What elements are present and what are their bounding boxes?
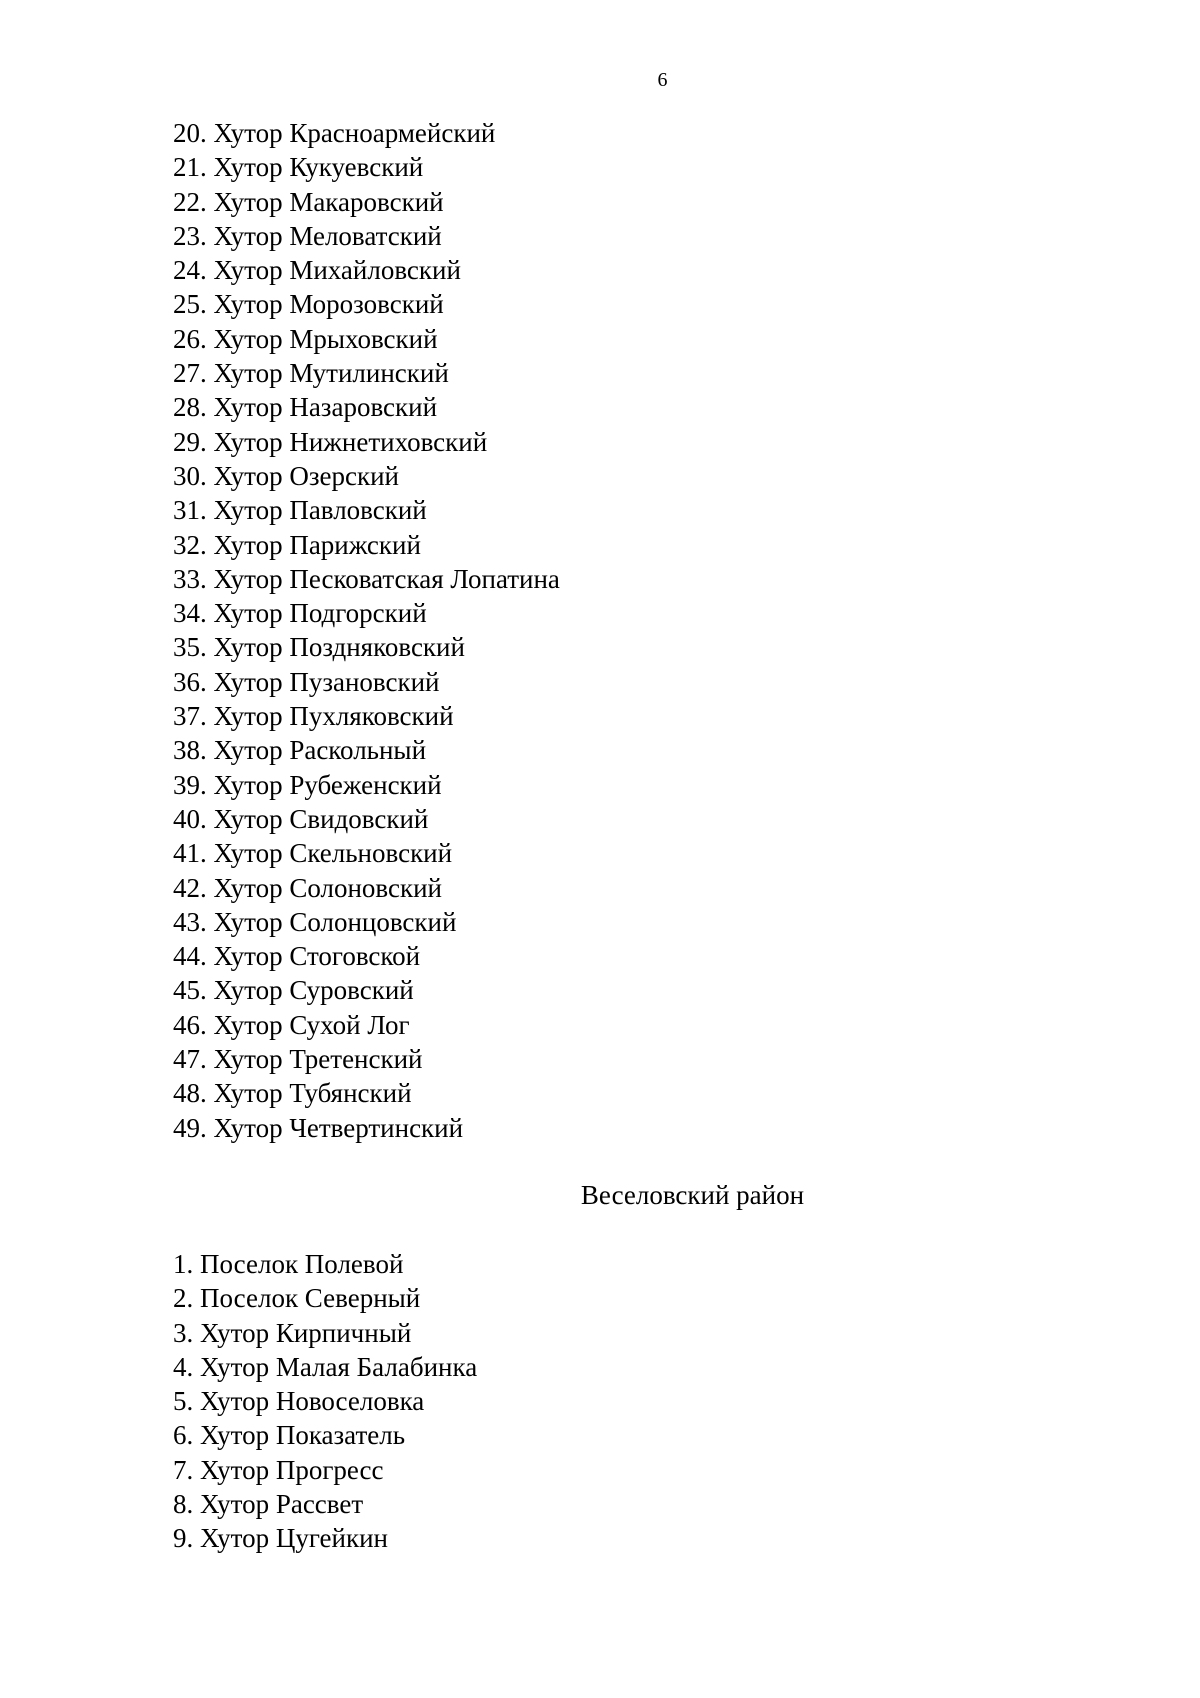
list-item: 20. Хутор Красноармейский xyxy=(173,118,496,148)
list-item: 8. Хутор Рассвет xyxy=(173,1489,364,1520)
list-item: 36. Хутор Пузановский xyxy=(173,666,440,697)
list-item: 44. Хутор Стоговской xyxy=(173,941,421,972)
list-item: 47. Хутор Третенский xyxy=(173,1044,423,1075)
list-item: 25. Хутор Морозовский xyxy=(173,289,444,320)
list-item: 48. Хутор Тубянский xyxy=(173,1078,412,1109)
list-item: 5. Хутор Новоселовка xyxy=(173,1386,425,1417)
list-item: 9. Хутор Цугейкин xyxy=(173,1523,388,1554)
list-item: 1. Поселок Полевой xyxy=(173,1249,404,1279)
list-item: 37. Хутор Пухляковский xyxy=(173,701,454,732)
list-item: 41. Хутор Скельновский xyxy=(173,838,453,869)
list-item: 33. Хутор Песковатская Лопатина xyxy=(173,563,560,594)
list-item: 43. Хутор Солонцовский xyxy=(173,906,457,937)
list-item: 21. Хутор Кукуевский xyxy=(173,152,424,183)
list-item: 49. Хутор Четвертинский xyxy=(173,1112,464,1143)
list-item: 3. Хутор Кирпичный xyxy=(173,1317,412,1348)
settlement-list-veselovsky xyxy=(173,1247,477,1556)
list-item: 2. Поселок Северный xyxy=(173,1283,421,1314)
list-item: 34. Хутор Подгорский xyxy=(173,598,427,629)
page-number: 6 xyxy=(657,69,668,91)
list-item: 42. Хутор Солоновский xyxy=(173,872,442,903)
list-item: 46. Хутор Сухой Лог xyxy=(173,1009,410,1040)
list-item: 22. Хутор Макаровский xyxy=(173,186,444,217)
list-item: 27. Хутор Мутилинский xyxy=(173,358,449,389)
list-item: 45. Хутор Суровский xyxy=(173,975,414,1006)
list-item: 29. Хутор Нижнетиховский xyxy=(173,426,488,457)
list-item: 35. Хутор Поздняковский xyxy=(173,632,465,663)
list-item: 40. Хутор Свидовский xyxy=(173,803,429,834)
list-item: 4. Хутор Малая Балабинка xyxy=(173,1351,478,1382)
list-item: 38. Хутор Раскольный xyxy=(173,735,427,766)
list-item: 39. Хутор Рубеженский xyxy=(173,769,442,800)
list-item: 28. Хутор Назаровский xyxy=(173,392,438,423)
list-item: 24. Хутор Михайловский xyxy=(173,255,461,286)
list-item: 30. Хутор Озерский xyxy=(173,460,399,491)
settlement-list-continued xyxy=(173,116,560,1145)
list-item: 26. Хутор Мрыховский xyxy=(173,323,438,354)
list-item: 23. Хутор Меловатский xyxy=(173,220,442,251)
section-heading: Веселовский район xyxy=(580,1180,805,1210)
list-item: 7. Хутор Прогресс xyxy=(173,1454,384,1485)
list-item: 31. Хутор Павловский xyxy=(173,495,427,526)
list-item: 32. Хутор Парижский xyxy=(173,529,421,560)
list-item: 6. Хутор Показатель xyxy=(173,1420,406,1451)
